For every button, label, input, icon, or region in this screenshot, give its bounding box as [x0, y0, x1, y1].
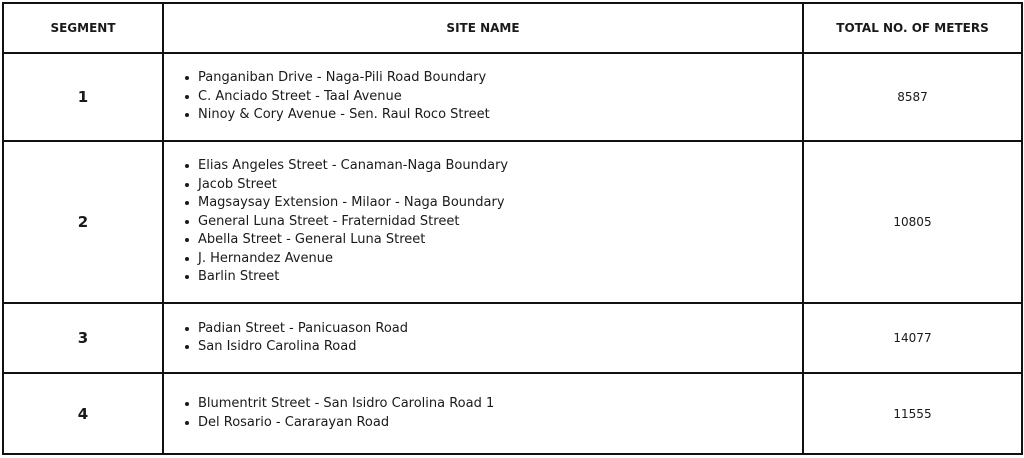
table-row — [3, 303, 1022, 373]
list-item: C. Anciado Street - Taal Avenue — [198, 88, 802, 107]
segment-number: 3 — [3, 303, 163, 373]
site-list — [164, 157, 802, 287]
list-item: Del Rosario - Cararayan Road — [198, 414, 802, 433]
list-item: Ninoy & Cory Avenue - Sen. Raul Roco Street — [198, 106, 802, 125]
list-item: Padian Street - Panicuason Road — [198, 320, 802, 339]
segment-header: SEGMENT — [3, 3, 163, 53]
site-list-cell — [163, 53, 803, 141]
table-row — [3, 53, 1022, 141]
segment-number: 1 — [3, 53, 163, 141]
site-list — [164, 395, 802, 432]
site-list-cell — [163, 303, 803, 373]
list-item: Jacob Street — [198, 176, 802, 195]
list-item: General Luna Street - Fraternidad Street — [198, 213, 802, 232]
segment-number: 2 — [3, 141, 163, 303]
segment-number: 4 — [3, 373, 163, 454]
list-item: J. Hernandez Avenue — [198, 250, 802, 269]
header-row — [3, 3, 1022, 53]
list-item: San Isidro Carolina Road — [198, 338, 802, 357]
meters-value: 8587 — [803, 53, 1022, 141]
meters-value: 11555 — [803, 373, 1022, 454]
segments-table — [2, 2, 1023, 455]
site-name-header: SITE NAME — [163, 3, 803, 53]
table-row — [3, 373, 1022, 454]
site-list — [164, 69, 802, 125]
meters-header: TOTAL NO. OF METERS — [803, 3, 1022, 53]
list-item: Blumentrit Street - San Isidro Carolina Road 1 — [198, 395, 802, 414]
list-item: Barlin Street — [198, 268, 802, 287]
table-row — [3, 141, 1022, 303]
meters-value: 10805 — [803, 141, 1022, 303]
list-item: Magsaysay Extension - Milaor - Naga Boundary — [198, 194, 802, 213]
list-item: Elias Angeles Street - Canaman-Naga Boundary — [198, 157, 802, 176]
site-list — [164, 320, 802, 357]
site-list-cell — [163, 373, 803, 454]
site-list-cell — [163, 141, 803, 303]
list-item: Abella Street - General Luna Street — [198, 231, 802, 250]
meters-value: 14077 — [803, 303, 1022, 373]
list-item: Panganiban Drive - Naga-Pili Road Boundary — [198, 69, 802, 88]
